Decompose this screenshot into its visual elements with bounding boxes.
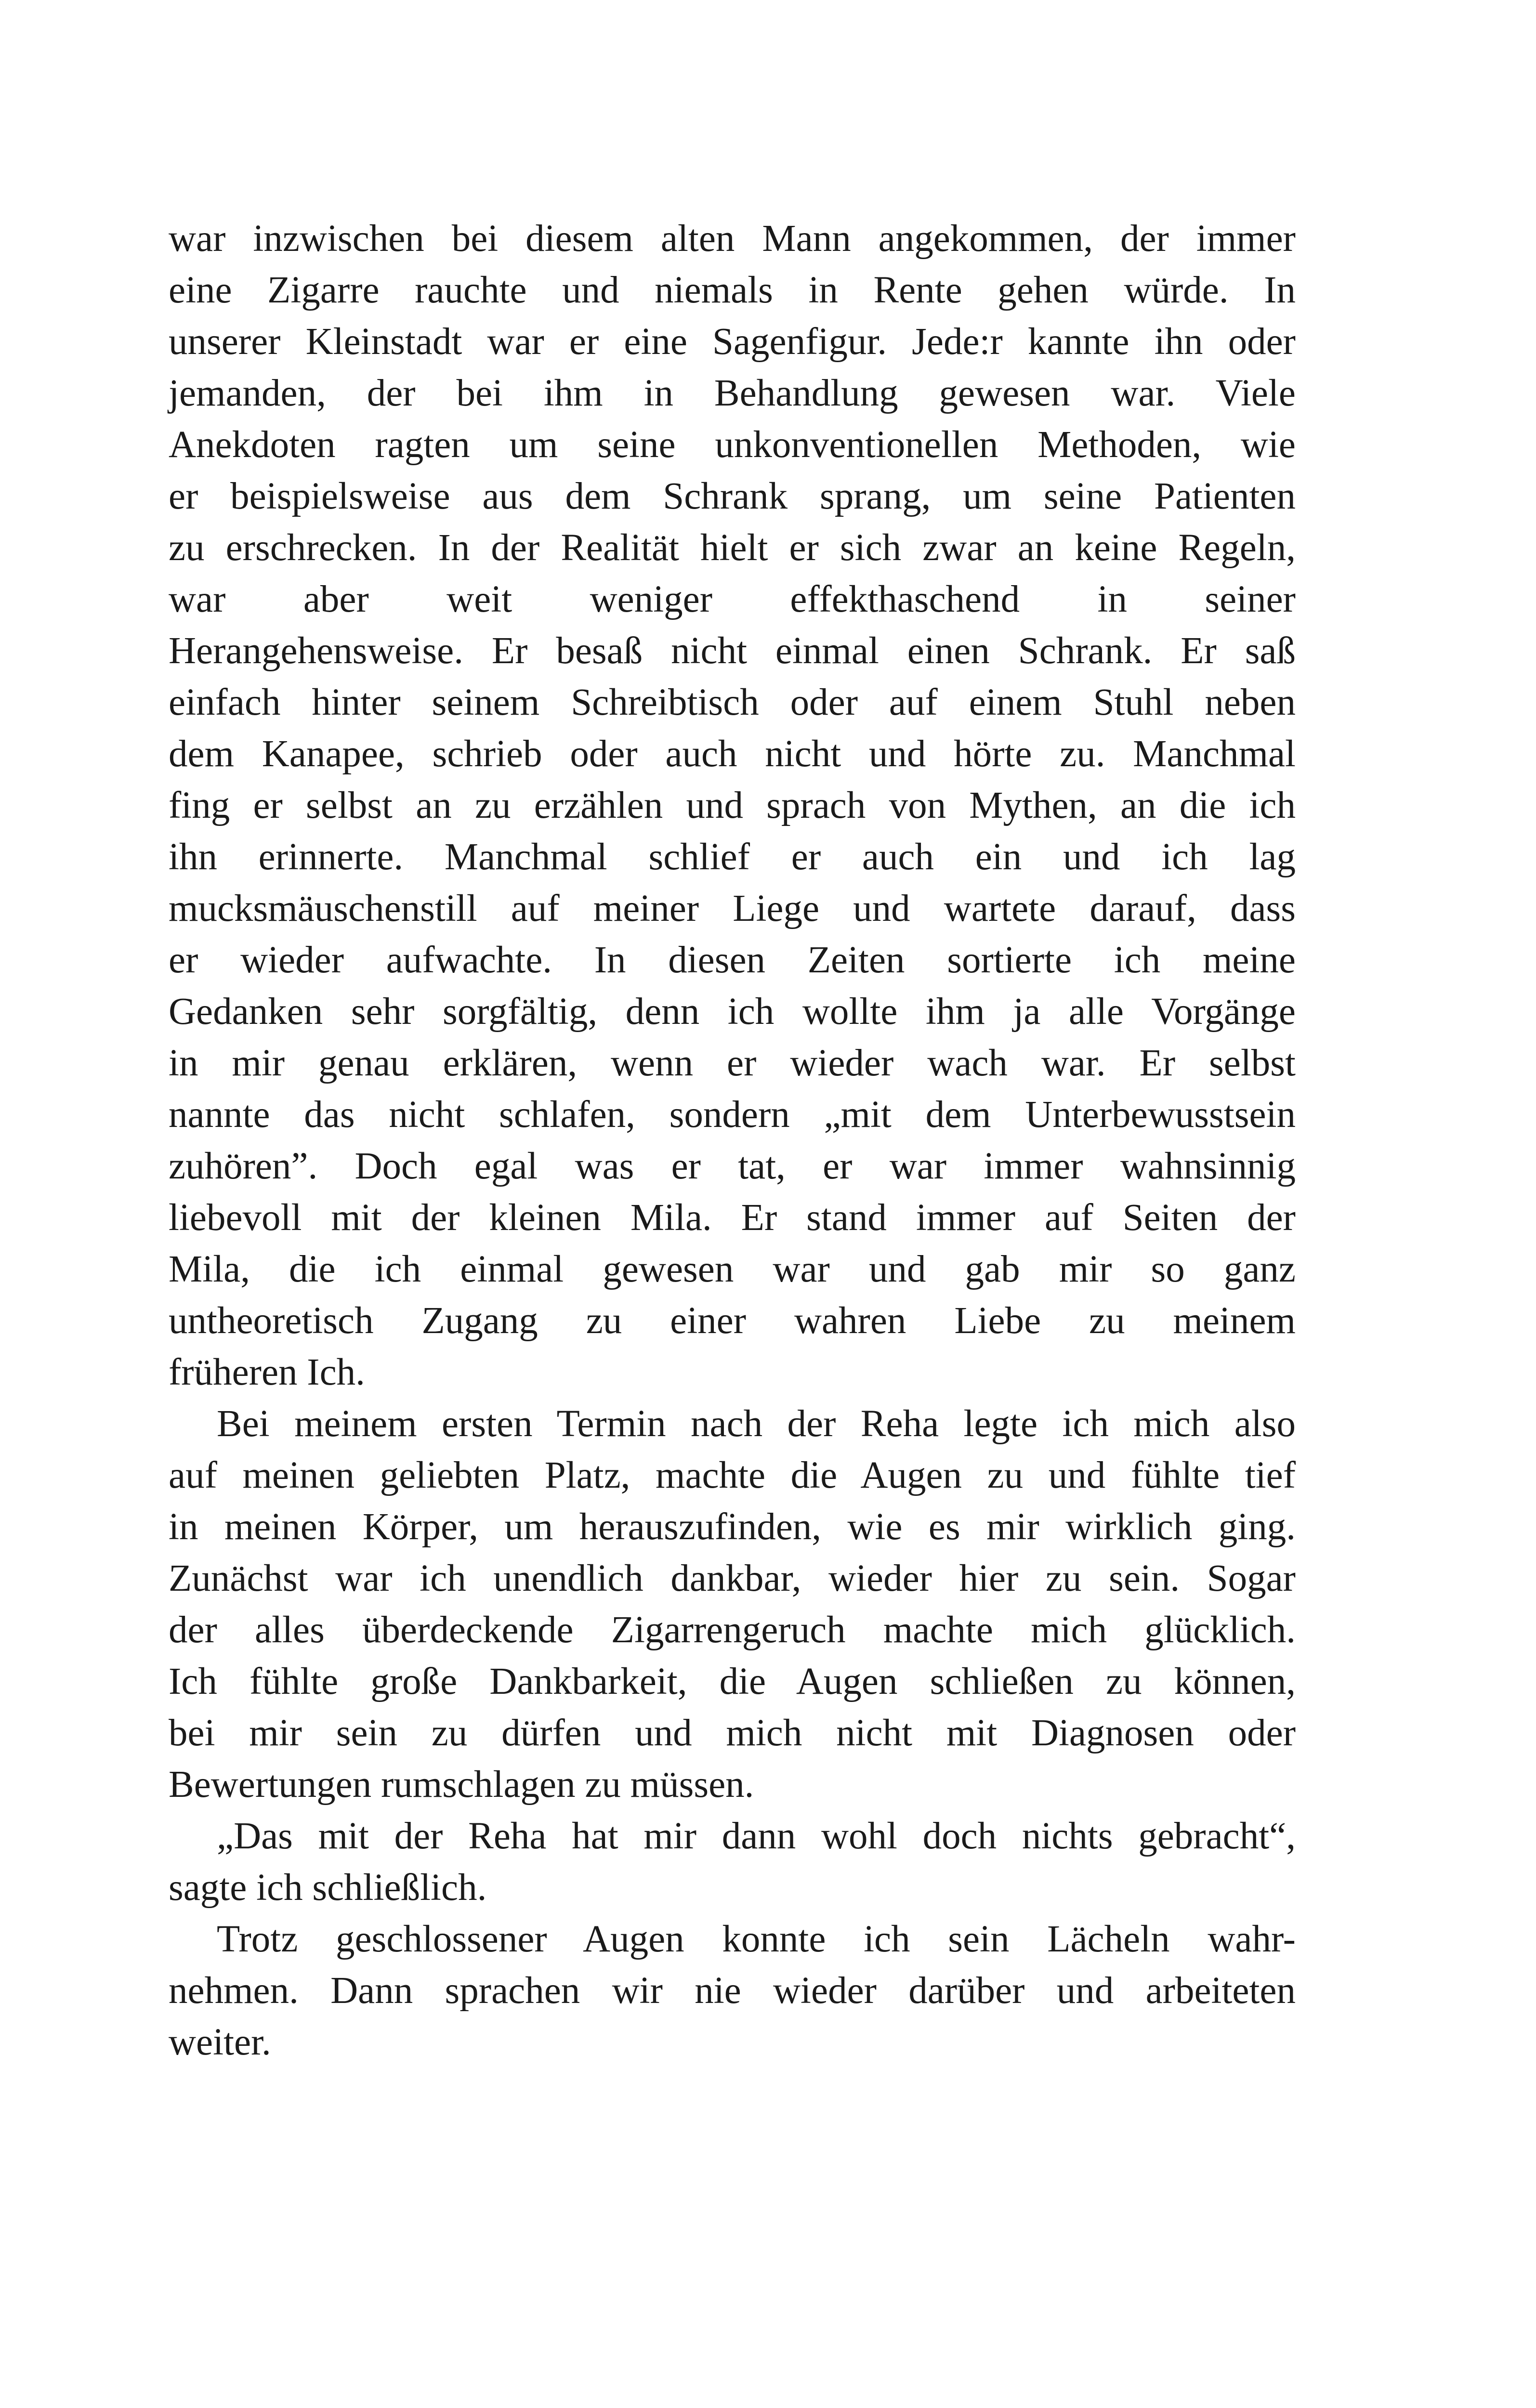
text-line: eine Zigarre rauchte und niemals in Rente gehen würde. In: [169, 269, 1296, 311]
text-line: mucksmäuschenstill auf meiner Liege und wartete darauf, dass: [169, 888, 1296, 929]
text-line: unserer Kleinstadt war er eine Sagenfigur. Jede:r kannte ihn oder: [169, 321, 1296, 363]
text-line: jemanden, der bei ihm in Behandlung gewesen war. Viele: [169, 372, 1296, 414]
text-line: Bewertungen rumschlagen zu müssen.: [169, 1764, 754, 1806]
paragraph: [169, 213, 1296, 1398]
text-line: auf meinen geliebten Platz, machte die Augen zu und fühlte tief: [169, 1454, 1296, 1496]
text-line: sagte ich schließlich.: [169, 1867, 487, 1909]
text-line: Mila, die ich einmal gewesen war und gab mir so ganz: [169, 1248, 1296, 1290]
text-line: in mir genau erklären, wenn er wieder wach war. Er selbst: [169, 1042, 1296, 1084]
text-line: Anekdoten ragten um seine unkonventionellen Methoden, wie: [169, 424, 1296, 466]
text-line: war aber weit weniger effekthaschend in seiner: [169, 578, 1296, 620]
text-line: Bei meinem ersten Termin nach der Reha legte ich mich also: [217, 1403, 1296, 1445]
text-line: Gedanken sehr sorgfältig, denn ich wollte ihm ja alle Vorgänge: [169, 991, 1296, 1033]
text-line: fing er selbst an zu erzählen und sprach von Mythen, an die ich: [169, 785, 1296, 826]
paragraph: [169, 1913, 1296, 2068]
text-line: ihn erinnerte. Manchmal schlief er auch ein und ich lag: [169, 836, 1296, 878]
paragraph: [169, 1810, 1296, 1913]
text-line: Ich fühlte große Dankbarkeit, die Augen schließen zu können,: [169, 1661, 1296, 1702]
text-line: dem Kanapee, schrieb oder auch nicht und hörte zu. Manchmal: [169, 733, 1296, 775]
text-line: nehmen. Dann sprachen wir nie wieder darüber und arbeiteten: [169, 1970, 1296, 2012]
text-line: früheren Ich.: [169, 1351, 365, 1393]
text-line: einfach hinter seinem Schreibtisch oder auf einem Stuhl neben: [169, 681, 1296, 723]
text-line: Herangehensweise. Er besaß nicht einmal einen Schrank. Er saß: [169, 630, 1296, 672]
text-line: zuhören”. Doch egal was er tat, er war immer wahnsinnig: [169, 1145, 1296, 1187]
body-text: [169, 213, 1296, 2068]
text-line: nannte das nicht schlafen, sondern „mit dem Unterbewusstsein: [169, 1094, 1296, 1136]
text-line: untheoretisch Zugang zu einer wahren Liebe zu meinem: [169, 1300, 1296, 1342]
text-line: er beispielsweise aus dem Schrank sprang, um seine Patienten: [169, 475, 1296, 517]
text-line: liebevoll mit der kleinen Mila. Er stand immer auf Seiten der: [169, 1197, 1296, 1239]
text-line: Trotz geschlossener Augen konnte ich sein Lächeln wahr-: [217, 1918, 1296, 1960]
text-line: zu erschrecken. In der Realität hielt er sich zwar an keine Regeln,: [169, 527, 1296, 569]
text-line: Zunächst war ich unendlich dankbar, wieder hier zu sein. Sogar: [169, 1557, 1296, 1599]
text-line: bei mir sein zu dürfen und mich nicht mit Diagnosen oder: [169, 1712, 1296, 1754]
text-line: weiter.: [169, 2021, 271, 2063]
text-line: „Das mit der Reha hat mir dann wohl doch nichts gebracht“,: [217, 1815, 1296, 1857]
text-line: in meinen Körper, um herauszufinden, wie es mir wirklich ging.: [169, 1506, 1296, 1548]
text-line: war inzwischen bei diesem alten Mann angekommen, der immer: [169, 218, 1296, 260]
text-line: er wieder aufwachte. In diesen Zeiten sortierte ich meine: [169, 939, 1296, 981]
paragraph: [169, 1398, 1296, 1810]
text-line: der alles überdeckende Zigarrengeruch machte mich glücklich.: [169, 1609, 1296, 1651]
